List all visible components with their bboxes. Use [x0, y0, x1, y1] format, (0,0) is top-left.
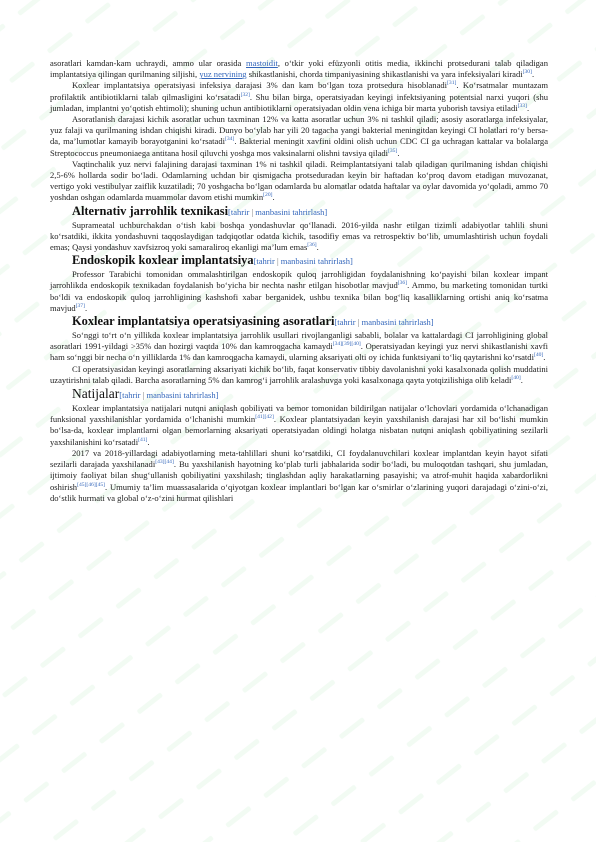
- bracket: ]: [215, 390, 219, 401]
- text: . Ammo, bu marketing tomonidan turtki boʻldi va endoskopik quloq jarrohligining kashshofi xabar berganidek, ushbu texnika bilan bogʻliq kasalliklarning ortishi aniq koʻrsatma mavjud: [50, 280, 549, 313]
- text: .: [316, 242, 319, 253]
- edit-source-link[interactable]: manbasini tahrirlash: [280, 256, 350, 267]
- bracket: ]: [430, 317, 434, 328]
- citation-link[interactable]: [40]: [533, 352, 544, 359]
- heading-endoscopic-implantation: [50, 253, 548, 269]
- text: . Koxlear plantatsiyadan keyin yaxshilanish darajasi har xil boʻlishi mumkin boʻlsa-da, koxlear implantlarni olgan bemorlarning aksariyati operatsiyadan oldingi holatga nisbatan nutqni aniqlash qobiliyatining sezilarli yaxshilanishini koʻrsatadi: [50, 414, 548, 447]
- paragraph-results: [50, 403, 548, 448]
- text: .: [543, 352, 546, 363]
- heading-text: Endoskopik koxlear implantatsiya: [72, 253, 254, 268]
- bracket: ]: [324, 206, 328, 217]
- text: . Umumiy taʼlim muassasalarida oʻqiyotgan koxlear implantlari boʻlgan kar oʻsmirlar oʻzlarining yuqori darajadagi oʻzini-oʻzi, doʻstlik hurmati va global oʻz-oʻzini hurmat qilishlari: [50, 481, 548, 503]
- citation-link[interactable]: [36]: [307, 242, 317, 249]
- bracket: [: [334, 317, 338, 328]
- text: Asoratlanish darajasi kichik asoratlar uchun taxminan 12% va katta asoratlar uchun 3% ni tashkil qiladi; asosiy asoratlarga infeksiyalar, yuz falaji va qurilmaning ishdan chiqishi kiradi. Dunyo boʻylab har yili 20 tagacha yangi bakterial meningitdan keyingi CI holatlari roʻy bersa-da, maʼlumotlar kamayib borayotganini koʻrsatadi: [50, 114, 548, 147]
- heading-text: Koxlear implantatsiya operatsiyasining asoratlari: [72, 314, 335, 329]
- heading-text: Natijalar: [72, 386, 120, 402]
- text: Koxlear implantatsiya natijalari nutqni aniqlash qobiliyati va bemor tomonidan bildirilgan natijalar oʻlchovlari yordamida oʻlchanadigan funksional yaxshilanishlar yordamida oʻlchanishi mumkin: [50, 403, 548, 425]
- edit-link[interactable]: tahrir: [122, 390, 141, 401]
- citation-link[interactable]: [34]: [225, 136, 235, 143]
- citation-link[interactable]: [35]: [388, 147, 398, 154]
- paragraph-facial-paralysis: [50, 159, 548, 204]
- paragraph-alternative-surgery: [50, 220, 548, 254]
- text: .: [531, 69, 535, 80]
- edit-link[interactable]: tahrir: [337, 317, 356, 328]
- text: .: [272, 192, 275, 203]
- citation-link[interactable]: [30]: [522, 69, 532, 76]
- text: shikastlanishi, chorda timpaniyasining shikastlanishi va yara infeksiyalari kiradi: [246, 69, 523, 80]
- bracket: ]: [349, 256, 353, 267]
- text: , oʻtkir yoki efüzyonli otitis media, ikkinchi protsedurani talab qiladigan implantatsiya qilingan qurilmaning siljishi,: [50, 58, 549, 80]
- text: . Operatsiyadan keyingi yuz nervi shikastlanishi xavfi ham soʻnggi bir necha oʻn yilliklarda 1% dan kamroqgacha kamaydi, ularning aksariyati olti oy ichida funktsiyani toʻliq qaytarishni koʻrsatdi: [50, 341, 548, 363]
- text: . Shu bilan birga, operatsiyadan keyingi infektsiyaning potentsial narxi yuqori (shu jumladan, implantni yoʻqotish ehtimoli); shuning uchun antibiotiklarni operatsiyadan oldin vena ichiga bir marta yuborish tavsiya etiladi: [50, 91, 548, 113]
- text: .: [520, 374, 523, 385]
- text: . Koʻrsatmalar muntazam profilaktik antibiotiklarni talab qilmasligini koʻrsatadi: [50, 80, 548, 102]
- text: .: [397, 147, 400, 158]
- heading-text: Alternativ jarrohlik texnikasi: [72, 203, 229, 218]
- link-facial-nerve[interactable]: yuz nervining: [199, 69, 247, 80]
- text: asoratlari kamdan-kam uchraydi, ammo ular orasida: [50, 58, 246, 68]
- paragraph-meta-analysis: [50, 448, 548, 504]
- heading-results: [50, 386, 548, 403]
- text: . Bu yaxshilanish hayotning koʻplab turli jabhalarida sodir boʻladi, bu muloqotdan tashqari, shu jumladan, ijtimoiy faoliyat bilan shugʻullanish qobiliyatini yaxshilash; tinglashdan aqliy harakatlarning pasayishi; va atrof-muhit haqida xabardorlikni oshirish: [50, 459, 548, 492]
- citation-link[interactable]: [41][42]: [255, 414, 274, 421]
- text: .: [84, 302, 88, 313]
- separator: |: [355, 317, 362, 328]
- bracket: [: [228, 206, 231, 217]
- edit-links: [334, 317, 433, 327]
- edit-link[interactable]: tahrir: [256, 256, 275, 267]
- citation-link[interactable]: [43][44]: [155, 459, 174, 466]
- text: Koxlear implantatsiya operatsiyasi infeksiya darajasi 3% dan kam boʻlgan toza protsedura hisoblanadi: [72, 80, 448, 91]
- text: Suprameatal uchburchakdan oʻtish kabi boshqa yondashuvlar qoʻllanadi. 2016-yilda nashr etilgan tizimli adabiyotlar tahlili shuni koʻrsatdiki, ikkita yondashuvni taqqoslaydigan tadqiqotlar odatda kichik, tasodifiy emas va retrospektiv boʻlib, umumlashtirish uchun foydali emas; Qaysi yondashuv xavfsizroq yoki samaraliroq ekanligi maʼlum emas: [50, 219, 548, 253]
- text: . Bakterial meningit xavfini oldini olish uchun CDC CI ga uchragan kattalar va bolalarga Streptococcus pneumoniaega antitana hosil qiluvchi yoshga mos vaksinalarni olishni tavsiya qiladi: [50, 136, 548, 158]
- bracket: [: [119, 390, 123, 401]
- citation-link[interactable]: [32]: [240, 91, 250, 98]
- paragraph-surgery-complications: [50, 330, 548, 364]
- edit-source-link[interactable]: manbasini tahrirlash: [361, 317, 431, 328]
- citation-link[interactable]: [37]: [75, 302, 85, 309]
- edit-source-link[interactable]: manbasini tahrirlash: [255, 206, 325, 217]
- citation-link[interactable]: [40]: [511, 374, 521, 381]
- edit-source-link[interactable]: manbasini tahrirlash: [146, 390, 216, 401]
- text: Professor Tarabichi tomonidan ommalashtirilgan endoskopik quloq jarrohligidan foydalanishning koʻpayishi bilan koxlear impant jarrohlikda endoskopik texnikadan foydalanish boʻyicha bir nechta nashr etilgan hisobotlar mavjud: [50, 269, 548, 291]
- edit-links: [254, 256, 353, 266]
- text: .: [147, 436, 150, 447]
- citation-link[interactable]: [45][46][45]: [77, 481, 106, 488]
- separator: |: [249, 206, 256, 217]
- paragraph-complications-overview: [50, 58, 548, 80]
- paragraph-endoscopic-implantation: [50, 269, 548, 314]
- citation-link[interactable]: [31]: [447, 80, 457, 87]
- article-body: [50, 58, 548, 504]
- separator: |: [274, 256, 281, 267]
- text: .: [526, 102, 530, 113]
- bracket: [: [253, 256, 257, 267]
- paragraph-complication-rates: [50, 114, 548, 159]
- text: CI operatsiyasidan keyingi asoratlarning aksariyati kichik boʻlib, faqat konservativ tibbiy davolanishni yoki kasalxonada qolish muddatini uzaytirishni talab qiladi. Barcha asoratlarning 5% dan kamrogʻi jarrohlik aralashuvga yoki kasalxonaga qayta yotqizilishiga olib keladi: [50, 363, 548, 385]
- edit-links: [119, 390, 218, 400]
- heading-alternative-surgery: [50, 204, 548, 220]
- paragraph-infection-rate: [50, 80, 548, 114]
- citation-link[interactable]: [41]: [138, 436, 148, 443]
- text: Vaqtinchalik yuz nervi falajining darajasi taxminan 1% ni tashkil qiladi. Reimplantatsiyani talab qiladigan qurilmaning ishdan chiqishi 2,5-6% hollarda sodir boʻladi. Odamlarning uchdan bir qismigacha protseduradan keyin bir haftadan koʻproq davom etadigan muvozanat, vertigo yoki vestibulyar zaiflik kuzatiladi; 70 yoshgacha boʻlgan odamlarda bu alomatlar odatda haftalar va oylar davomida yoʻqoladi, ammo 70 yoshdan oshgan odamlarda muammolar davom etishi mumkin: [50, 158, 548, 203]
- edit-links: [228, 207, 327, 217]
- separator: |: [140, 390, 147, 401]
- citation-link[interactable]: [36]: [397, 280, 408, 287]
- text: Soʻnggi toʻrt oʻn yillikda koxlear implantatsiya jarrohlik usullari rivojlanganligi sababli, bolalar va kattalardagi CI jarrohligining global asoratlari 1991-yildagi >35% dan hozirgi vaqtda 10% dan kamroqgacha kamaydi: [50, 330, 548, 352]
- citation-link[interactable]: [33]: [517, 102, 527, 109]
- heading-surgery-complications: [50, 314, 548, 330]
- citation-link[interactable]: [20]: [263, 192, 273, 199]
- citation-link[interactable]: [34][39][40]: [332, 341, 361, 348]
- paragraph-minor-complications: [50, 364, 548, 386]
- link-mastoiditis[interactable]: mastoidit: [246, 58, 278, 68]
- text: 2017 va 2018-yillardagi adabiyotlarning meta-tahlillari shuni koʻrsatdiki, CI foydalanuvchilari koxlear implantdan keyin hayot sifati sezilarli darajada yaxshilanadi: [50, 447, 548, 470]
- edit-link[interactable]: tahrir: [230, 206, 250, 217]
